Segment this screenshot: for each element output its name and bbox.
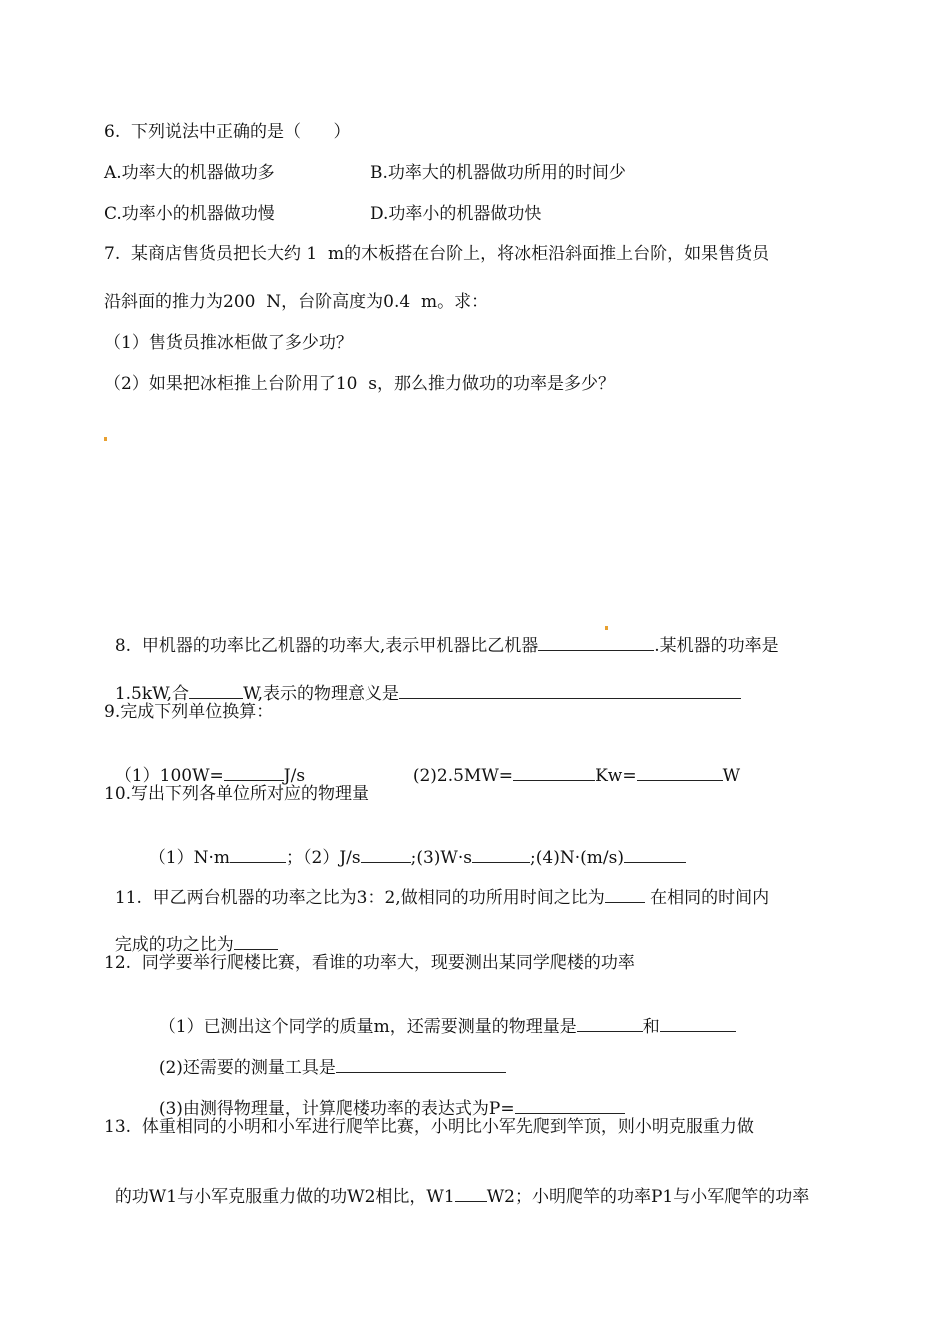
- q13-text-2a: 的功W1与小军克服重力做的功W2相比，W1: [114, 1187, 455, 1207]
- q9-text-1a: （1）100W=: [114, 766, 224, 786]
- q7-sub-question-2: （2）如果把冰柜推上台阶用了10 s，那么推力做功的功率是多少？: [104, 374, 615, 394]
- q9-text-2b: Kw=: [595, 766, 637, 786]
- q12-sub-question-1: [148, 993, 736, 1037]
- orange-mark: [104, 437, 107, 441]
- q10-text-1: （1）N·m: [148, 848, 231, 868]
- q8-line-2: [104, 660, 741, 704]
- q11-line-1: [104, 864, 770, 908]
- q12-answer-blank-3[interactable]: [336, 1056, 506, 1073]
- q10-answer-blank-3[interactable]: [472, 846, 530, 863]
- q12-text-1b: 和: [642, 1017, 660, 1037]
- q13-line-1: 13. 体重相同的小明和小军进行爬竿比赛，小明比小军先爬到竿顶，则小明克服重力做: [104, 1117, 754, 1137]
- q11-line-2: [104, 911, 278, 955]
- q9-answer-blank-3[interactable]: [637, 764, 723, 781]
- q8-line-1: [104, 612, 779, 656]
- q12-text-1a: （1）已测出这个同学的质量m，还需要测量的物理量是: [158, 1017, 577, 1037]
- q11-text-2a: 完成的功之比为: [114, 935, 234, 955]
- q8-text-1b: .某机器的功率是: [654, 636, 779, 656]
- q13-line-2: [104, 1163, 810, 1207]
- q8-answer-blank-2[interactable]: [189, 682, 243, 699]
- q6-stem: 6. 下列说法中正确的是（ ）: [104, 122, 351, 142]
- orange-mark: [605, 626, 608, 630]
- q12-sub-question-2: [148, 1034, 506, 1078]
- q13-answer-blank-1[interactable]: [455, 1185, 487, 1202]
- q6-option-b: B.功率大的机器做功所用的时间少: [370, 163, 626, 183]
- q8-text-2a: 1.5kW,合: [114, 684, 190, 704]
- q11-answer-blank-1[interactable]: [605, 886, 645, 903]
- q6-option-c: C.功率小的机器做功慢: [104, 204, 275, 224]
- q10-answer-blank-2[interactable]: [361, 846, 411, 863]
- q13-text-2b: W2；小明爬竿的功率P1与小军爬竿的功率: [486, 1187, 810, 1207]
- q11-text-1b: 在相同的时间内: [644, 888, 770, 908]
- q12-answer-blank-2[interactable]: [660, 1015, 736, 1032]
- q9-answer-blank-2[interactable]: [513, 764, 595, 781]
- q9-part-1: [104, 742, 306, 786]
- q9-answer-blank-1[interactable]: [224, 764, 284, 781]
- q7-line-2: 沿斜面的推力为200 N，台阶高度为0.4 m。求：: [104, 292, 489, 312]
- q11-text-1a: 11. 甲乙两台机器的功率之比为3：2,做相同的功所用时间之比为: [114, 888, 605, 908]
- q6-option-d: D.功率小的机器做功快: [370, 204, 542, 224]
- q12-answer-blank-4[interactable]: [515, 1097, 625, 1114]
- q10-text-2: ；（2）J/s: [286, 848, 361, 868]
- q10-answer-blank-4[interactable]: [624, 846, 686, 863]
- q11-answer-blank-2[interactable]: [234, 933, 278, 950]
- q8-text-2b: W,表示的物理意义是: [243, 684, 399, 704]
- q7-sub-question-1: （1）售货员推冰柜做了多少功？: [104, 333, 353, 353]
- q12-title: 12. 同学要举行爬楼比赛，看谁的功率大，现要测出某同学爬楼的功率: [104, 953, 635, 973]
- q10-title: 10.写出下列各单位所对应的物理量: [104, 784, 370, 804]
- q12-sub-question-3: [148, 1075, 625, 1119]
- q10-answer-blank-1[interactable]: [230, 846, 286, 863]
- q7-line-1: 7. 某商店售货员把长大约 1 m的木板搭在台阶上，将冰柜沿斜面推上台阶，如果售货员: [104, 244, 770, 264]
- q9-part-2: [402, 742, 741, 786]
- q12-text-2a: (2)还需要的测量工具是: [158, 1058, 336, 1078]
- q9-text-1b: J/s: [283, 766, 306, 786]
- q8-answer-blank-3[interactable]: [399, 682, 741, 699]
- q12-answer-blank-1[interactable]: [577, 1015, 643, 1032]
- q8-text-1a: 8. 甲机器的功率比乙机器的功率大,表示甲机器比乙机器: [114, 636, 539, 656]
- q9-text-2a: (2)2.5MW=: [412, 766, 514, 786]
- q8-answer-blank-1[interactable]: [538, 634, 654, 651]
- q9-text-2c: W: [722, 766, 741, 786]
- q12-text-3a: (3)由测得物理量，计算爬楼功率的表达式为P=: [158, 1099, 515, 1119]
- q6-option-a: A.功率大的机器做功多: [104, 163, 275, 183]
- q10-units-line: [138, 824, 686, 868]
- q9-title: 9.完成下列单位换算：: [104, 702, 274, 722]
- q10-text-4: ;(4)N·(m/s): [530, 848, 624, 868]
- q10-text-3: ;(3)W·s: [410, 848, 473, 868]
